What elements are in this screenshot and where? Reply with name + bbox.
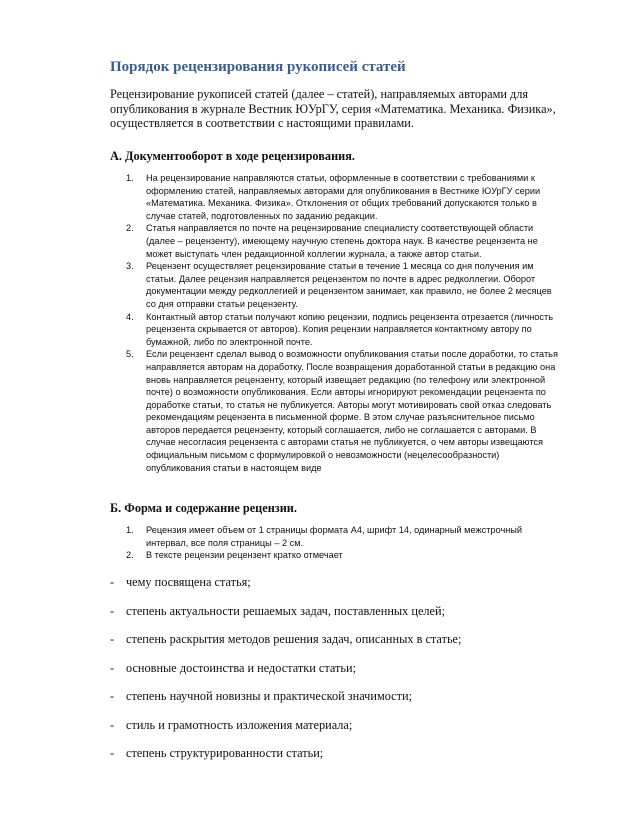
item-number: 3. (126, 261, 134, 272)
section-b-list (110, 524, 561, 562)
bullet-text: степень актуальности решаемых задач, поставленных целей; (126, 604, 446, 618)
bullet-text: основные достоинства и недостатки статьи; (126, 661, 356, 675)
section-a-list (110, 172, 561, 474)
item-number: 1. (126, 173, 134, 183)
bullet-text: степень научной новизны и практической значимости; (126, 689, 413, 703)
bullet-dash: - (110, 689, 115, 703)
item-text: В тексте рецензии рецензент кратко отмечает (146, 550, 343, 561)
bullet-text: степень структурированности статьи; (126, 746, 324, 760)
list-item (110, 348, 561, 474)
item-text: Рецензия имеет объем от 1 страницы формата А4, шрифт 14, одинарный межстрочный интервал, все поля страницы – 2 см. (146, 525, 523, 548)
item-text: Статья направляется по почте на рецензирование специалисту соответствующей области (далее – рецензенту), имеющему научную степень доктора наук. В качестве рецензента не может выступать член редакционной коллегии журнала, а также автор статьи. (146, 223, 538, 259)
bullet-text: чему посвящена статья; (126, 575, 251, 589)
list-item (110, 172, 561, 222)
bullet-dash: - (110, 661, 115, 675)
list-item (110, 222, 561, 260)
item-number: 1. (126, 525, 134, 535)
item-text: На рецензирование направляются статьи, оформленные в соответствии с требованиями к оформлению статей, направляемых авторами для опубликования в Вестнике ЮУрГУ серии «Математика. Механика. Физика». Отклонения от общих требований допускаются только в случае статей, подготовленных по заданию редакции. (146, 173, 541, 221)
item-number: 2. (126, 223, 134, 234)
section-b-heading: Б. Форма и содержание рецензии. (110, 501, 297, 515)
item-text: Контактный автор статьи получают копию рецензии, подпись рецензента отрезается (личность рецензента скрывается от авторов). Копия рецензии направляется контактному автору по бумажной, либо по электронной почте. (146, 311, 554, 347)
page-title: Порядок рецензирования рукописей статей (110, 59, 406, 75)
item-number: 4. (126, 311, 134, 322)
item-number: 2. (126, 550, 134, 561)
item-text: Если рецензент сделал вывод о возможности опубликования статьи после доработки, то статья направляется авторам на доработку. После возвращения доработанной статьи в редакцию она вновь направляется рецензенту, который извещает редакцию (по телефону или электронной почте) о возможности опубликования. Если авторы игнорируют рекомендации рецензента по доработке статьи, то статья не публикуется. Авторы могут мотивировать свой отказ следовать рекомендациям рецензента в письменной форме. В этом случае разъяснительное письмо авторов передается рецензенту, который соглашается, либо не соглашается с авторами. В случае несогласия рецензента с авторами статья не публикуется, о чем авторы извещаются официальным письмом с формулировкой о невозможности (нецелесообразности) опубликования статьи в настоящем виде (146, 349, 558, 473)
bullet-text: степень раскрытия методов решения задач, описанных в статье; (126, 632, 462, 646)
bullet-dash: - (110, 575, 115, 589)
list-item (110, 524, 561, 549)
list-item (110, 311, 561, 349)
bullet-dash: - (110, 746, 115, 760)
list-item (110, 260, 561, 310)
item-number: 5. (126, 349, 134, 360)
bullet-text: стиль и грамотность изложения материала; (126, 718, 353, 732)
bullet-dash: - (110, 718, 115, 732)
item-text: Рецензент осуществляет рецензирование статьи в течение 1 месяца со дня получения им статьи. Далее рецензия направляется рецензентом по почте в адрес редколлегии. Оборот документации между редколлегией и рецензентом занимает, как правило, не более 2 месяцев со дня отправки статьи рецензенту. (146, 261, 552, 309)
list-item (110, 549, 561, 562)
bullet-dash: - (110, 632, 115, 646)
intro-paragraph: Рецензирование рукописей статей (далее – статей), направляемых авторами для опубликования в журнале Вестник ЮУрГУ, серия «Математика. Механика. Физика», осуществляется в соответствии с настоящими правилами. (110, 87, 556, 130)
bullet-dash: - (110, 604, 115, 618)
section-a-heading: А. Документооборот в ходе рецензирования. (110, 149, 355, 163)
